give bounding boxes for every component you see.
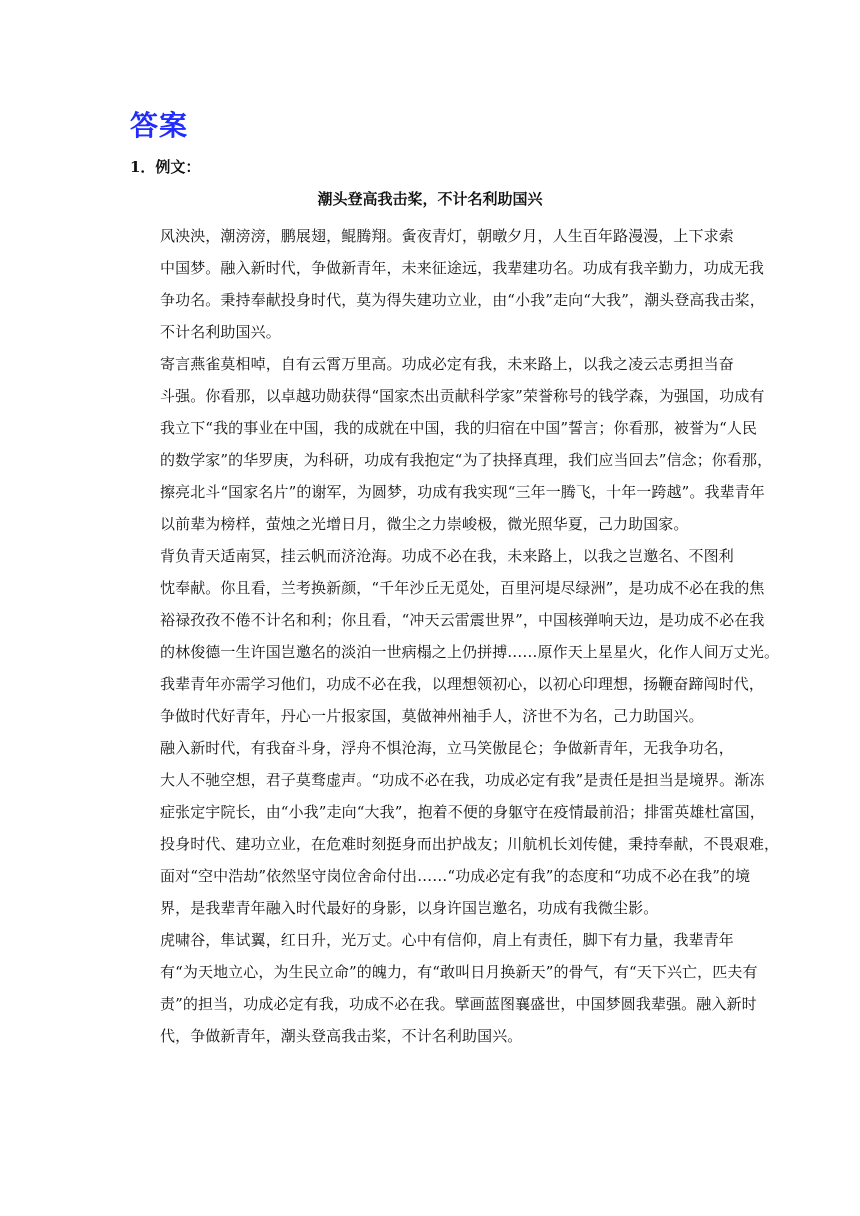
paragraph-1 xyxy=(130,220,765,348)
paragraph-line: 投身时代、建功立业，在危难时刻挺身而出护战友；川航机长刘传健，秉持奉献，不畏艰难， xyxy=(160,835,780,853)
paragraph-line: 争做时代好青年，丹心一片报家国，莫做神州袖手人，济世不为名，己力助国兴。 xyxy=(160,707,704,725)
paragraph-line: 虎啸谷，隼试翼，红日升，光万丈。心中有信仰，肩上有责任，脚下有力量，我辈青年 xyxy=(160,931,734,949)
paragraph-line: 风泱泱，潮滂滂，鹏展翅，鲲腾翔。夤夜青灯，朝暾夕月，人生百年路漫漫，上下求索 xyxy=(160,227,734,245)
paragraph-line: 寄言燕雀莫相啅，自有云霄万里高。功成必定有我，未来路上，以我之凌云志勇担当奋 xyxy=(160,355,734,373)
paragraph-line: 界，是我辈青年融入时代最好的身影，以身许国岂邀名，功成有我微尘影。 xyxy=(160,899,659,917)
answer-heading: 答案 xyxy=(130,109,189,142)
paragraph-line: 我立下“我的事业在中国，我的成就在中国，我的归宿在中国”誓言；你看那，被誉为“人民 xyxy=(160,419,758,437)
paragraph-line: 背负青天适南冥，挂云帆而济沧海。功成不必在我，未来路上，以我之岂邀名、不图利 xyxy=(160,547,734,565)
paragraph-4 xyxy=(130,732,780,924)
paragraph-line: 症张定宇院长，由“小我”走向“大我”，抱着不便的身躯守在疫情最前沿；排雷英雄杜富国， xyxy=(160,803,765,821)
paragraph-5 xyxy=(130,924,758,1052)
paragraph-line: 的林俊德一生许国岂邀名的淡泊一世病榻之上仍拼搏……原作天上星星火，化作人间万丈光。 xyxy=(160,643,780,661)
paragraph-line: 我辈青年亦需学习他们，功成不必在我，以理想领初心，以初心印理想，扬鞭奋蹄闯时代， xyxy=(160,675,765,693)
question-label: 1．例文： xyxy=(130,158,201,176)
essay-title: 潮头登高我击桨，不计名利助国兴 xyxy=(317,190,543,208)
paragraph-line: 代，争做新青年，潮头登高我击桨，不计名利助国兴。 xyxy=(160,1027,523,1045)
paragraph-line: 责”的担当，功成必定有我，功成不必在我。擘画蓝图襄盛世，中国梦圆我辈强。融入新时 xyxy=(160,995,757,1013)
paragraph-line: 裕禄孜孜不倦不计名和利；你且看，“冲天云雷震世界”，中国核弹响天边，是功成不必在我 xyxy=(160,611,765,629)
paragraph-line: 斗强。你看那，以卓越功勋获得“国家杰出贡献科学家”荣誉称号的钱学森，为强国，功成有 xyxy=(160,387,765,405)
paragraph-line: 的数学家”的华罗庚，为科研，功成有我抱定“为了抉择真理，我们应当回去”信念；你看那， xyxy=(160,451,773,469)
paragraph-line: 忱奉献。你且看，兰考换新颜，“千年沙丘无觅处，百里河堤尽绿洲”，是功成不必在我的焦 xyxy=(160,579,765,597)
paragraph-line: 大人不驰空想，君子莫骛虚声。“功成不必在我，功成必定有我”是责任是担当是境界。渐冻 xyxy=(160,771,765,789)
paragraph-3 xyxy=(130,540,780,732)
paragraph-line: 面对“空中浩劫”依然坚守岗位舍命付出……“功成必定有我”的态度和“功成不必在我”的境 xyxy=(160,867,751,885)
essay-body xyxy=(130,220,780,1052)
paragraph-line: 擦亮北斗“国家名片”的谢军，为圆梦，功成有我实现“三年一腾飞，十年一跨越”。我辈青年 xyxy=(160,483,765,501)
paragraph-line: 中国梦。融入新时代，争做新青年，未来征途远，我辈建功名。功成有我辛勤力，功成无我 xyxy=(160,259,765,277)
paragraph-line: 有“为天地立心，为生民立命”的魄力，有“敢叫日月换新天”的骨气，有“天下兴亡，匹夫有 xyxy=(160,963,758,981)
paragraph-line: 以前辈为榜样，萤烛之光增日月，微尘之力崇峻极，微光照华夏，己力助国家。 xyxy=(160,515,689,533)
paragraph-line: 不计名利助国兴。 xyxy=(160,323,281,341)
paragraph-2 xyxy=(130,348,773,540)
paragraph-line: 争功名。秉持奉献投身时代，莫为得失建功立业，由“小我”走向“大我”，潮头登高我击桨， xyxy=(160,291,765,309)
paragraph-line: 融入新时代，有我奋斗身，浮舟不惧沧海，立马笑傲昆仑；争做新青年，无我争功名， xyxy=(160,739,734,757)
